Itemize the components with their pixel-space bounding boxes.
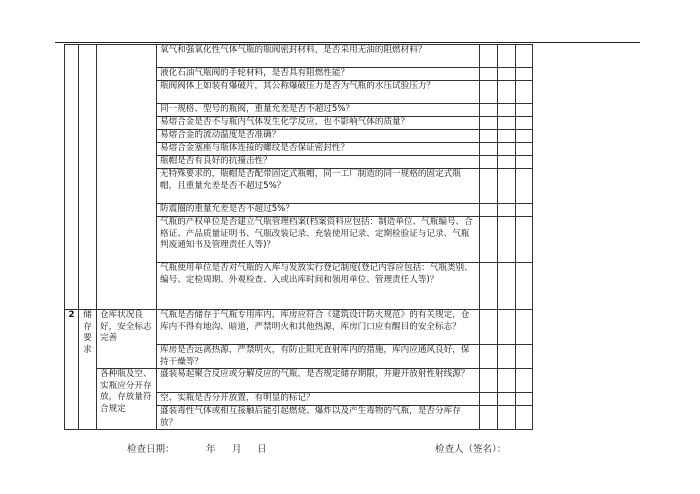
- check-cell[interactable]: [498, 117, 516, 130]
- check-cell[interactable]: [498, 393, 516, 406]
- table-row: [65, 45, 533, 68]
- inspection-date-label: 检查日期：: [127, 444, 175, 455]
- item-text: 同一规格、型号的瓶阀，重量允差是否不超过5%？: [157, 104, 480, 117]
- check-cell[interactable]: [498, 104, 516, 117]
- check-cell[interactable]: [516, 393, 533, 406]
- item-text: 气瓶是否储存于气瓶专用库内，库房应符合《建筑设计防火规范》的有关规定，仓库内不得有地沟、暗道，严禁明火和其他热源，库房门口应有醒目的安全标志？: [157, 310, 480, 345]
- check-cell[interactable]: [480, 345, 498, 369]
- check-cell[interactable]: [480, 406, 498, 430]
- check-cell[interactable]: [498, 45, 516, 68]
- category-cell-continued: [79, 45, 97, 310]
- item-text: 气瓶的产权单位是否建立气瓶管理档案(档案资料应包括：制造单位、气瓶编号、合格证、产品质量证明书、气瓶改装记录、充装使用记录、定期检验证与记录、气瓶判废通知书及管理责任人等)？: [157, 217, 480, 263]
- item-text: 易熔合金是否不与瓶内气体发生化学反应，也不影响气体的质量？: [157, 117, 480, 130]
- table-row: [65, 369, 533, 393]
- check-cell[interactable]: [498, 310, 516, 345]
- check-cell[interactable]: [498, 156, 516, 169]
- check-cell[interactable]: [480, 156, 498, 169]
- section-category: 储存要求: [79, 310, 97, 430]
- check-cell[interactable]: [516, 104, 533, 117]
- item-text: 盛装毒性气体或相互接触后能引起燃烧、爆炸以及产生毒物的气瓶，是否分库存放？: [157, 406, 480, 430]
- number-cell-continued: [65, 45, 79, 310]
- check-cell[interactable]: [498, 143, 516, 156]
- check-cell[interactable]: [498, 81, 516, 104]
- check-cell[interactable]: [498, 217, 516, 263]
- check-cell[interactable]: [516, 169, 533, 204]
- check-cell[interactable]: [516, 81, 533, 104]
- check-cell[interactable]: [480, 369, 498, 393]
- check-cell[interactable]: [498, 369, 516, 393]
- check-cell[interactable]: [516, 204, 533, 217]
- check-cell[interactable]: [498, 68, 516, 81]
- check-cell[interactable]: [480, 393, 498, 406]
- check-cell[interactable]: [498, 263, 516, 310]
- item-text: 气瓶使用单位是否对气瓶的入库与发放实行登记制度(登记内容应包括：气瓶类别、编号、定检周期、外观检查、入或出库时间和领用单位、管理责任人等)？: [157, 263, 480, 310]
- section-number: 2: [65, 310, 79, 430]
- check-cell[interactable]: [516, 217, 533, 263]
- date-year-label: 年: [206, 444, 216, 455]
- check-cell[interactable]: [498, 169, 516, 204]
- check-cell[interactable]: [480, 263, 498, 310]
- check-cell[interactable]: [480, 204, 498, 217]
- check-cell[interactable]: [516, 310, 533, 345]
- check-cell[interactable]: [480, 81, 498, 104]
- check-cell[interactable]: [480, 68, 498, 81]
- item-text: 盛装易起聚合反应或分解反应的气瓶，是否规定储存期限，并避开放射性射线源？: [157, 369, 480, 393]
- check-cell[interactable]: [480, 117, 498, 130]
- item-text: 氧气和强氧化性气体气瓶的瓶阀密封材料，是否采用无油的阻燃材料？: [157, 45, 480, 68]
- check-cell[interactable]: [498, 345, 516, 369]
- date-day-label: 日: [257, 444, 267, 455]
- top-rule: [55, 42, 640, 43]
- check-cell[interactable]: [516, 263, 533, 310]
- check-cell[interactable]: [480, 310, 498, 345]
- check-cell[interactable]: [516, 369, 533, 393]
- item-text: 无特殊要求的，瓶帽是否配带固定式瓶帽，同一工厂制造的同一规格的固定式瓶帽，且重量允差是否不超过5%？: [157, 169, 480, 204]
- check-cell[interactable]: [516, 45, 533, 68]
- table-row: [65, 310, 533, 345]
- check-cell[interactable]: [516, 68, 533, 81]
- check-cell[interactable]: [516, 117, 533, 130]
- check-cell[interactable]: [480, 169, 498, 204]
- subcategory-cell-continued: [97, 45, 157, 310]
- check-cell[interactable]: [498, 406, 516, 430]
- date-month-label: 月: [232, 444, 242, 455]
- check-cell[interactable]: [516, 406, 533, 430]
- check-cell[interactable]: [516, 130, 533, 143]
- item-text: 瓶阀阀体上如装有爆破片，其公称爆破压力是否为气瓶的水压试验压力？: [157, 81, 480, 104]
- subcategory-separate-storage: 各种瓶及空、实瓶应分开存放，存放量符合规定: [97, 369, 157, 430]
- check-cell[interactable]: [516, 156, 533, 169]
- item-text: 易熔合金的流动温度是否准确？: [157, 130, 480, 143]
- item-text: 空、实瓶是否分开放置，有明显的标记？: [157, 393, 480, 406]
- inspector-signature-label: 检查人（签名）：: [435, 444, 507, 455]
- item-text: 防震圈的重量允差是否不超过5%？: [157, 204, 480, 217]
- check-cell[interactable]: [498, 204, 516, 217]
- check-cell[interactable]: [480, 45, 498, 68]
- check-cell[interactable]: [480, 130, 498, 143]
- check-cell[interactable]: [516, 345, 533, 369]
- check-cell[interactable]: [498, 130, 516, 143]
- item-text: 库房是否远离热源，严禁明火，有防止阳光直射库内的措施，库内应通风良好，保持干燥等？: [157, 345, 480, 369]
- subcategory-warehouse: 仓库状况良好，安全标志完善: [97, 310, 157, 369]
- check-cell[interactable]: [480, 217, 498, 263]
- check-cell[interactable]: [480, 143, 498, 156]
- checklist-table: [64, 44, 533, 430]
- item-text: 易熔合金塞座与瓶体连接的螺纹是否保证密封性？: [157, 143, 480, 156]
- item-text: 液化石油气瓶阀的手轮材料，是否具有阻燃性能？: [157, 68, 480, 81]
- check-cell[interactable]: [480, 104, 498, 117]
- item-text: 瓶帽是否有良好的抗撞击性？: [157, 156, 480, 169]
- check-cell[interactable]: [516, 143, 533, 156]
